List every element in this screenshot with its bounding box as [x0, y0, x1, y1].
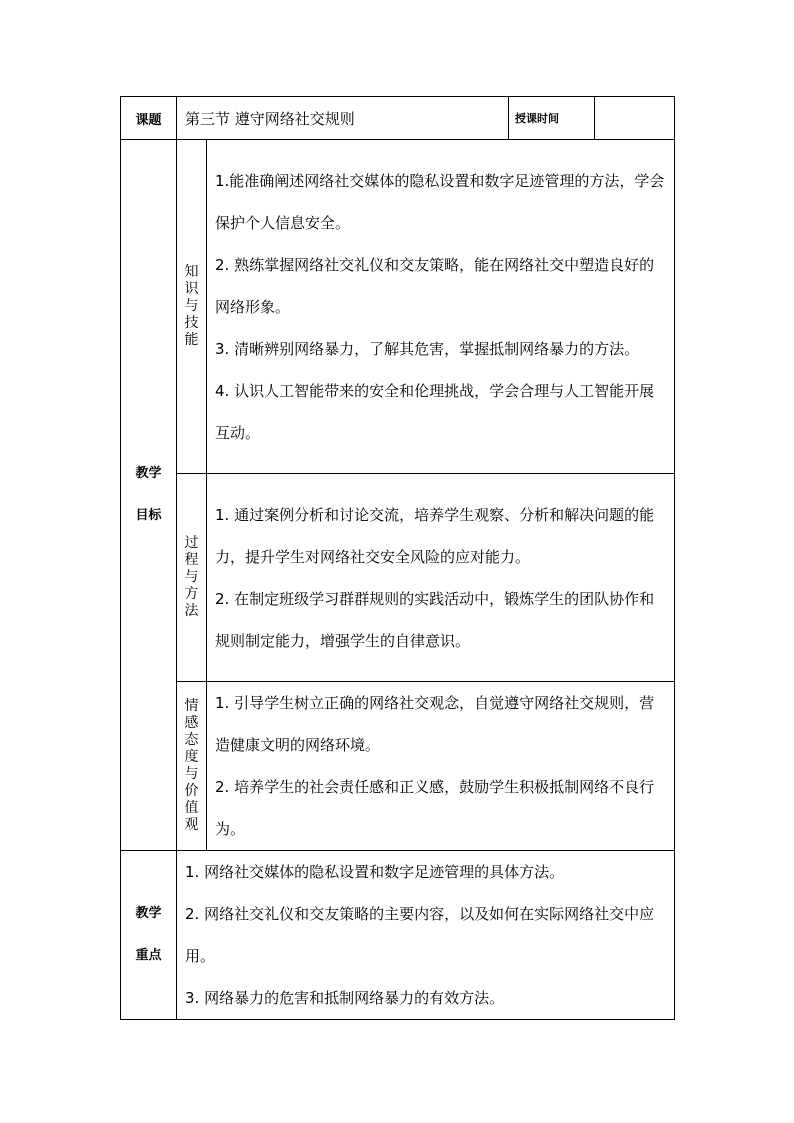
objective-row-knowledge — [121, 140, 675, 474]
sub-label-knowledge — [177, 140, 207, 474]
label-char: 与 — [184, 766, 199, 782]
label-char: 态 — [184, 732, 199, 748]
time-label: 授课时间 — [509, 97, 595, 140]
key-points-label — [121, 851, 177, 1020]
objective-item: 1.能准确阐述网络社交媒体的隐私设置和数字足迹管理的方法，学会保护个人信息安全。 — [215, 171, 665, 232]
course-label: 课题 — [121, 97, 177, 140]
objective-item: 3. 清晰辨别网络暴力，了解其危害，掌握抵制网络暴力的方法。 — [215, 339, 640, 358]
label-char: 与 — [184, 298, 199, 314]
lesson-plan-table — [120, 96, 675, 1020]
header-row — [121, 97, 675, 140]
knowledge-content — [207, 140, 675, 474]
objectives-label — [121, 140, 177, 851]
key-point-item: 2. 网络社交礼仪和交友策略的主要内容，以及如何在实际网络社交中应用。 — [185, 905, 655, 965]
sub-label-attitude — [177, 682, 207, 851]
objective-item: 1. 通过案例分析和讨论交流，培养学生观察、分析和解决问题的能力，提升学生对网络社交安全风险的应对能力。 — [215, 505, 655, 566]
label-char: 观 — [184, 817, 199, 833]
objective-item: 2. 熟练掌握网络社交礼仪和交友策略，能在网络社交中塑造良好的网络形象。 — [215, 255, 655, 316]
objectives-label-line2: 目标 — [135, 508, 162, 523]
label-char: 感 — [184, 715, 199, 731]
label-char: 度 — [184, 749, 199, 765]
label-char: 程 — [184, 552, 199, 568]
label-char: 过 — [184, 535, 199, 551]
key-points-row — [121, 851, 675, 1020]
objective-row-process — [121, 474, 675, 682]
key-points-content — [177, 851, 675, 1020]
label-char: 与 — [184, 569, 199, 585]
objectives-label-line1: 教学 — [135, 466, 162, 481]
process-content — [207, 474, 675, 682]
objective-item: 1. 引导学生树立正确的网络社交观念，自觉遵守网络社交规则，营造健康文明的网络环境。 — [215, 694, 655, 754]
objective-item: 2. 在制定班级学习群群规则的实践活动中，锻炼学生的团队协作和规则制定能力，增强学生的自律意识。 — [215, 589, 655, 650]
label-char: 方 — [184, 586, 199, 602]
objective-row-attitude — [121, 682, 675, 851]
label-char: 情 — [184, 698, 199, 714]
course-title: 第三节 遵守网络社交规则 — [177, 97, 509, 140]
key-point-item: 3. 网络暴力的危害和抵制网络暴力的有效方法。 — [185, 989, 505, 1007]
attitude-content — [207, 682, 675, 851]
label-char: 法 — [184, 603, 199, 619]
key-points-label-line1: 教学 — [135, 906, 162, 921]
label-char: 价 — [184, 783, 199, 799]
objective-item: 4. 认识人工智能带来的安全和伦理挑战，学会合理与人工智能开展互动。 — [215, 381, 655, 442]
key-points-label-line2: 重点 — [135, 948, 162, 963]
label-char: 技 — [184, 315, 199, 331]
time-value — [595, 97, 675, 140]
key-point-item: 1. 网络社交媒体的隐私设置和数字足迹管理的具体方法。 — [185, 863, 565, 881]
label-char: 识 — [184, 281, 199, 297]
label-char: 值 — [184, 800, 199, 816]
sub-label-process — [177, 474, 207, 682]
label-char: 知 — [184, 264, 199, 280]
objective-item: 2. 培养学生的社会责任感和正义感，鼓励学生积极抵制网络不良行为。 — [215, 778, 655, 838]
label-char: 能 — [184, 332, 199, 348]
